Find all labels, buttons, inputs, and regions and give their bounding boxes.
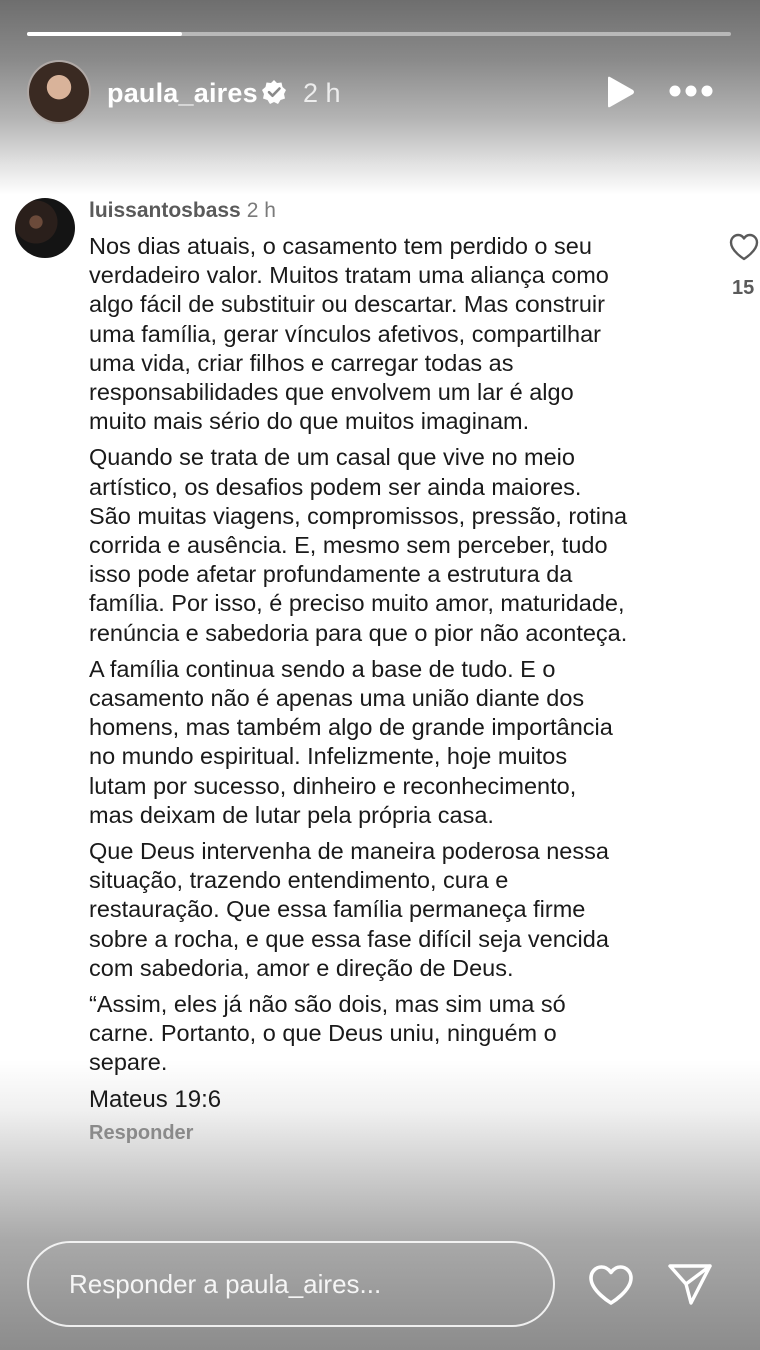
comment-paragraph: Nos dias atuais, o casamento tem perdido o seu verdadeiro valor. Muitos tratam uma aliança como algo fácil de substituir ou descartar. Mas construir uma família, gerar vínculos afetivos, compartilhar uma vida, criar filhos e carregar todas as responsabilidades que envolvem um lar é algo muito mais sério do que muitos imaginam. — [89, 233, 609, 435]
commenter-username[interactable]: luissantosbass — [89, 199, 241, 222]
comment-paragraph: Que Deus intervenha de maneira poderosa nessa situação, trazendo entendimento, cura e restauração. Que essa família permaneça firme sobre a rocha, e que essa fase difícil seja vencida com sabedoria, amor e direção de Deus. — [89, 838, 609, 981]
reply-link[interactable]: Responder — [89, 1122, 194, 1144]
like-count: 15 — [732, 277, 755, 299]
story-username[interactable]: paula_aires — [107, 78, 258, 108]
commenter-avatar[interactable] — [15, 198, 75, 258]
more-options-icon[interactable] — [669, 84, 713, 98]
story-time: 2 h — [303, 78, 341, 108]
bible-reference: Mateus 19:6 — [89, 1085, 222, 1113]
commenter-username-line — [89, 199, 276, 223]
reply-input[interactable] — [69, 1269, 509, 1300]
comment-paragraph: “Assim, eles já não são dois, mas sim uma só carne. Portanto, o que Deus uniu, ninguém o separe. — [89, 991, 566, 1076]
comment-paragraph: A família continua sendo a base de tudo. E o casamento não é apenas uma união diante dos homens, mas também algo de grande importância no mundo espiritual. Infelizmente, hoje muitos lutam por sucesso, dinheiro e reconhecimento, mas deixam de lutar pela própria casa. — [89, 655, 613, 828]
story-progress-fill — [27, 32, 182, 36]
like-story-icon[interactable] — [587, 1263, 635, 1307]
comment-paragraph: Quando se trata de um casal que vive no meio artístico, os desafios podem ser ainda maiores. São muitas viagens, compromissos, pressão, rotina corrida e ausência. E, mesmo sem perceber, tudo isso pode afetar profundamente a estrutura da família. Por isso, é preciso muito amor, maturidade, renúncia e sabedoria para que o pior não aconteça. — [89, 444, 628, 646]
paper-plane-icon[interactable] — [667, 1262, 713, 1306]
verified-badge-icon — [261, 79, 287, 105]
story-progress-bar — [27, 32, 731, 36]
avatar[interactable] — [27, 60, 91, 124]
heart-outline-icon[interactable] — [728, 232, 760, 262]
comment-body — [89, 232, 709, 1114]
comment-time: 2 h — [246, 199, 276, 222]
story-header — [27, 58, 720, 128]
reply-box[interactable] — [27, 1241, 555, 1327]
play-icon[interactable] — [604, 75, 636, 109]
